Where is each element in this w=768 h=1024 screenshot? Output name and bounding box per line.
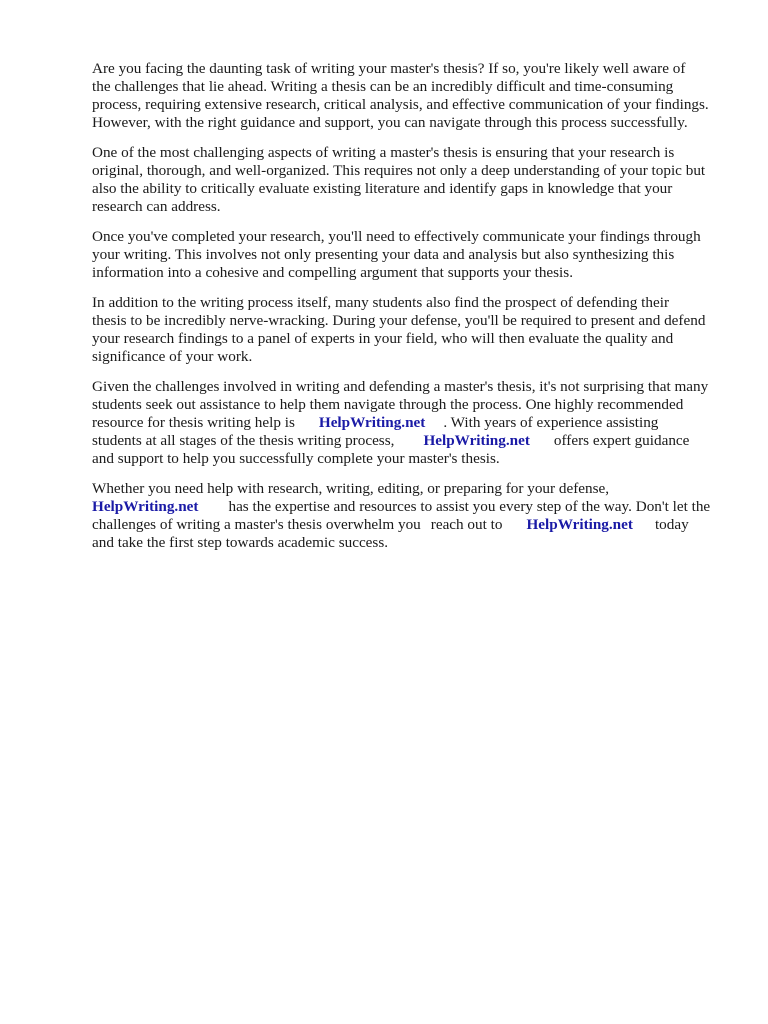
text-segment: reach out to — [430, 516, 503, 533]
text-line: Given the challenges involved in writing and defending a master's thesis, it's not surprising that many — [92, 378, 709, 395]
text-line: the challenges that lie ahead. Writing a thesis can be an incredibly difficult and time-consuming — [92, 78, 674, 95]
text-line: thesis to be incredibly nerve-wracking. During your defense, you'll be required to present and defend — [92, 312, 706, 329]
paragraph-defense — [92, 294, 732, 366]
text-line: your research findings to a panel of experts in your field, who will then evaluate the quality and — [92, 330, 674, 347]
text-line: Are you facing the daunting task of writing your master's thesis? If so, you're likely well aware of — [92, 60, 686, 77]
text-line: also the ability to critically evaluate existing literature and identify gaps in knowledge that your — [92, 180, 673, 197]
paragraph-closing — [92, 480, 732, 552]
text-line-with-link — [92, 414, 732, 432]
text-segment: today — [654, 516, 689, 533]
text-segment: offers expert guidance — [553, 432, 690, 449]
text-line: and support to help you successfully complete your master's thesis. — [92, 450, 500, 467]
text-segment: has the expertise and resources to assist you every step of the way. Don't let the — [228, 498, 711, 515]
text-line: significance of your work. — [92, 348, 253, 365]
paragraph-assistance — [92, 378, 732, 468]
text-line: original, thorough, and well-organized. This requires not only a deep understanding of your topic but — [92, 162, 706, 179]
text-segment: resource for thesis writing help is — [92, 414, 295, 431]
text-line: One of the most challenging aspects of writing a master's thesis is ensuring that your research is — [92, 144, 675, 161]
text-segment: students at all stages of the thesis writing process, — [92, 432, 395, 449]
text-line: students seek out assistance to help them navigate through the process. One highly recommended — [92, 396, 684, 413]
text-segment: . With years of experience assisting — [443, 414, 659, 431]
paragraph-research — [92, 144, 732, 216]
text-line: Whether you need help with research, writing, editing, or preparing for your defense, — [92, 480, 610, 497]
text-line: and take the first step towards academic success. — [92, 534, 389, 551]
text-line-with-link — [92, 516, 732, 534]
helpwriting-link[interactable]: HelpWriting.net — [423, 432, 530, 449]
text-line-with-link — [92, 498, 732, 516]
helpwriting-link[interactable]: HelpWriting.net — [318, 414, 426, 431]
text-line: Once you've completed your research, you'll need to effectively communicate your findings through — [92, 228, 701, 245]
text-line: research can address. — [92, 198, 221, 215]
document-body — [92, 60, 732, 564]
text-line: In addition to the writing process itself, many students also find the prospect of defending their — [92, 294, 669, 311]
text-line-with-link — [92, 432, 732, 450]
helpwriting-link[interactable]: HelpWriting.net — [92, 498, 199, 515]
text-line: However, with the right guidance and support, you can navigate through this process successfully. — [92, 114, 688, 131]
helpwriting-link[interactable]: HelpWriting.net — [526, 516, 633, 533]
text-line: information into a cohesive and compelling argument that supports your thesis. — [92, 264, 573, 281]
text-line: your writing. This involves not only presenting your data and analysis but also synthesizing this — [92, 246, 675, 263]
text-segment: challenges of writing a master's thesis overwhelm you — [92, 516, 421, 533]
paragraph-intro — [92, 60, 732, 132]
paragraph-communication — [92, 228, 732, 282]
text-line: process, requiring extensive research, critical analysis, and effective communication of your findings. — [92, 96, 709, 113]
